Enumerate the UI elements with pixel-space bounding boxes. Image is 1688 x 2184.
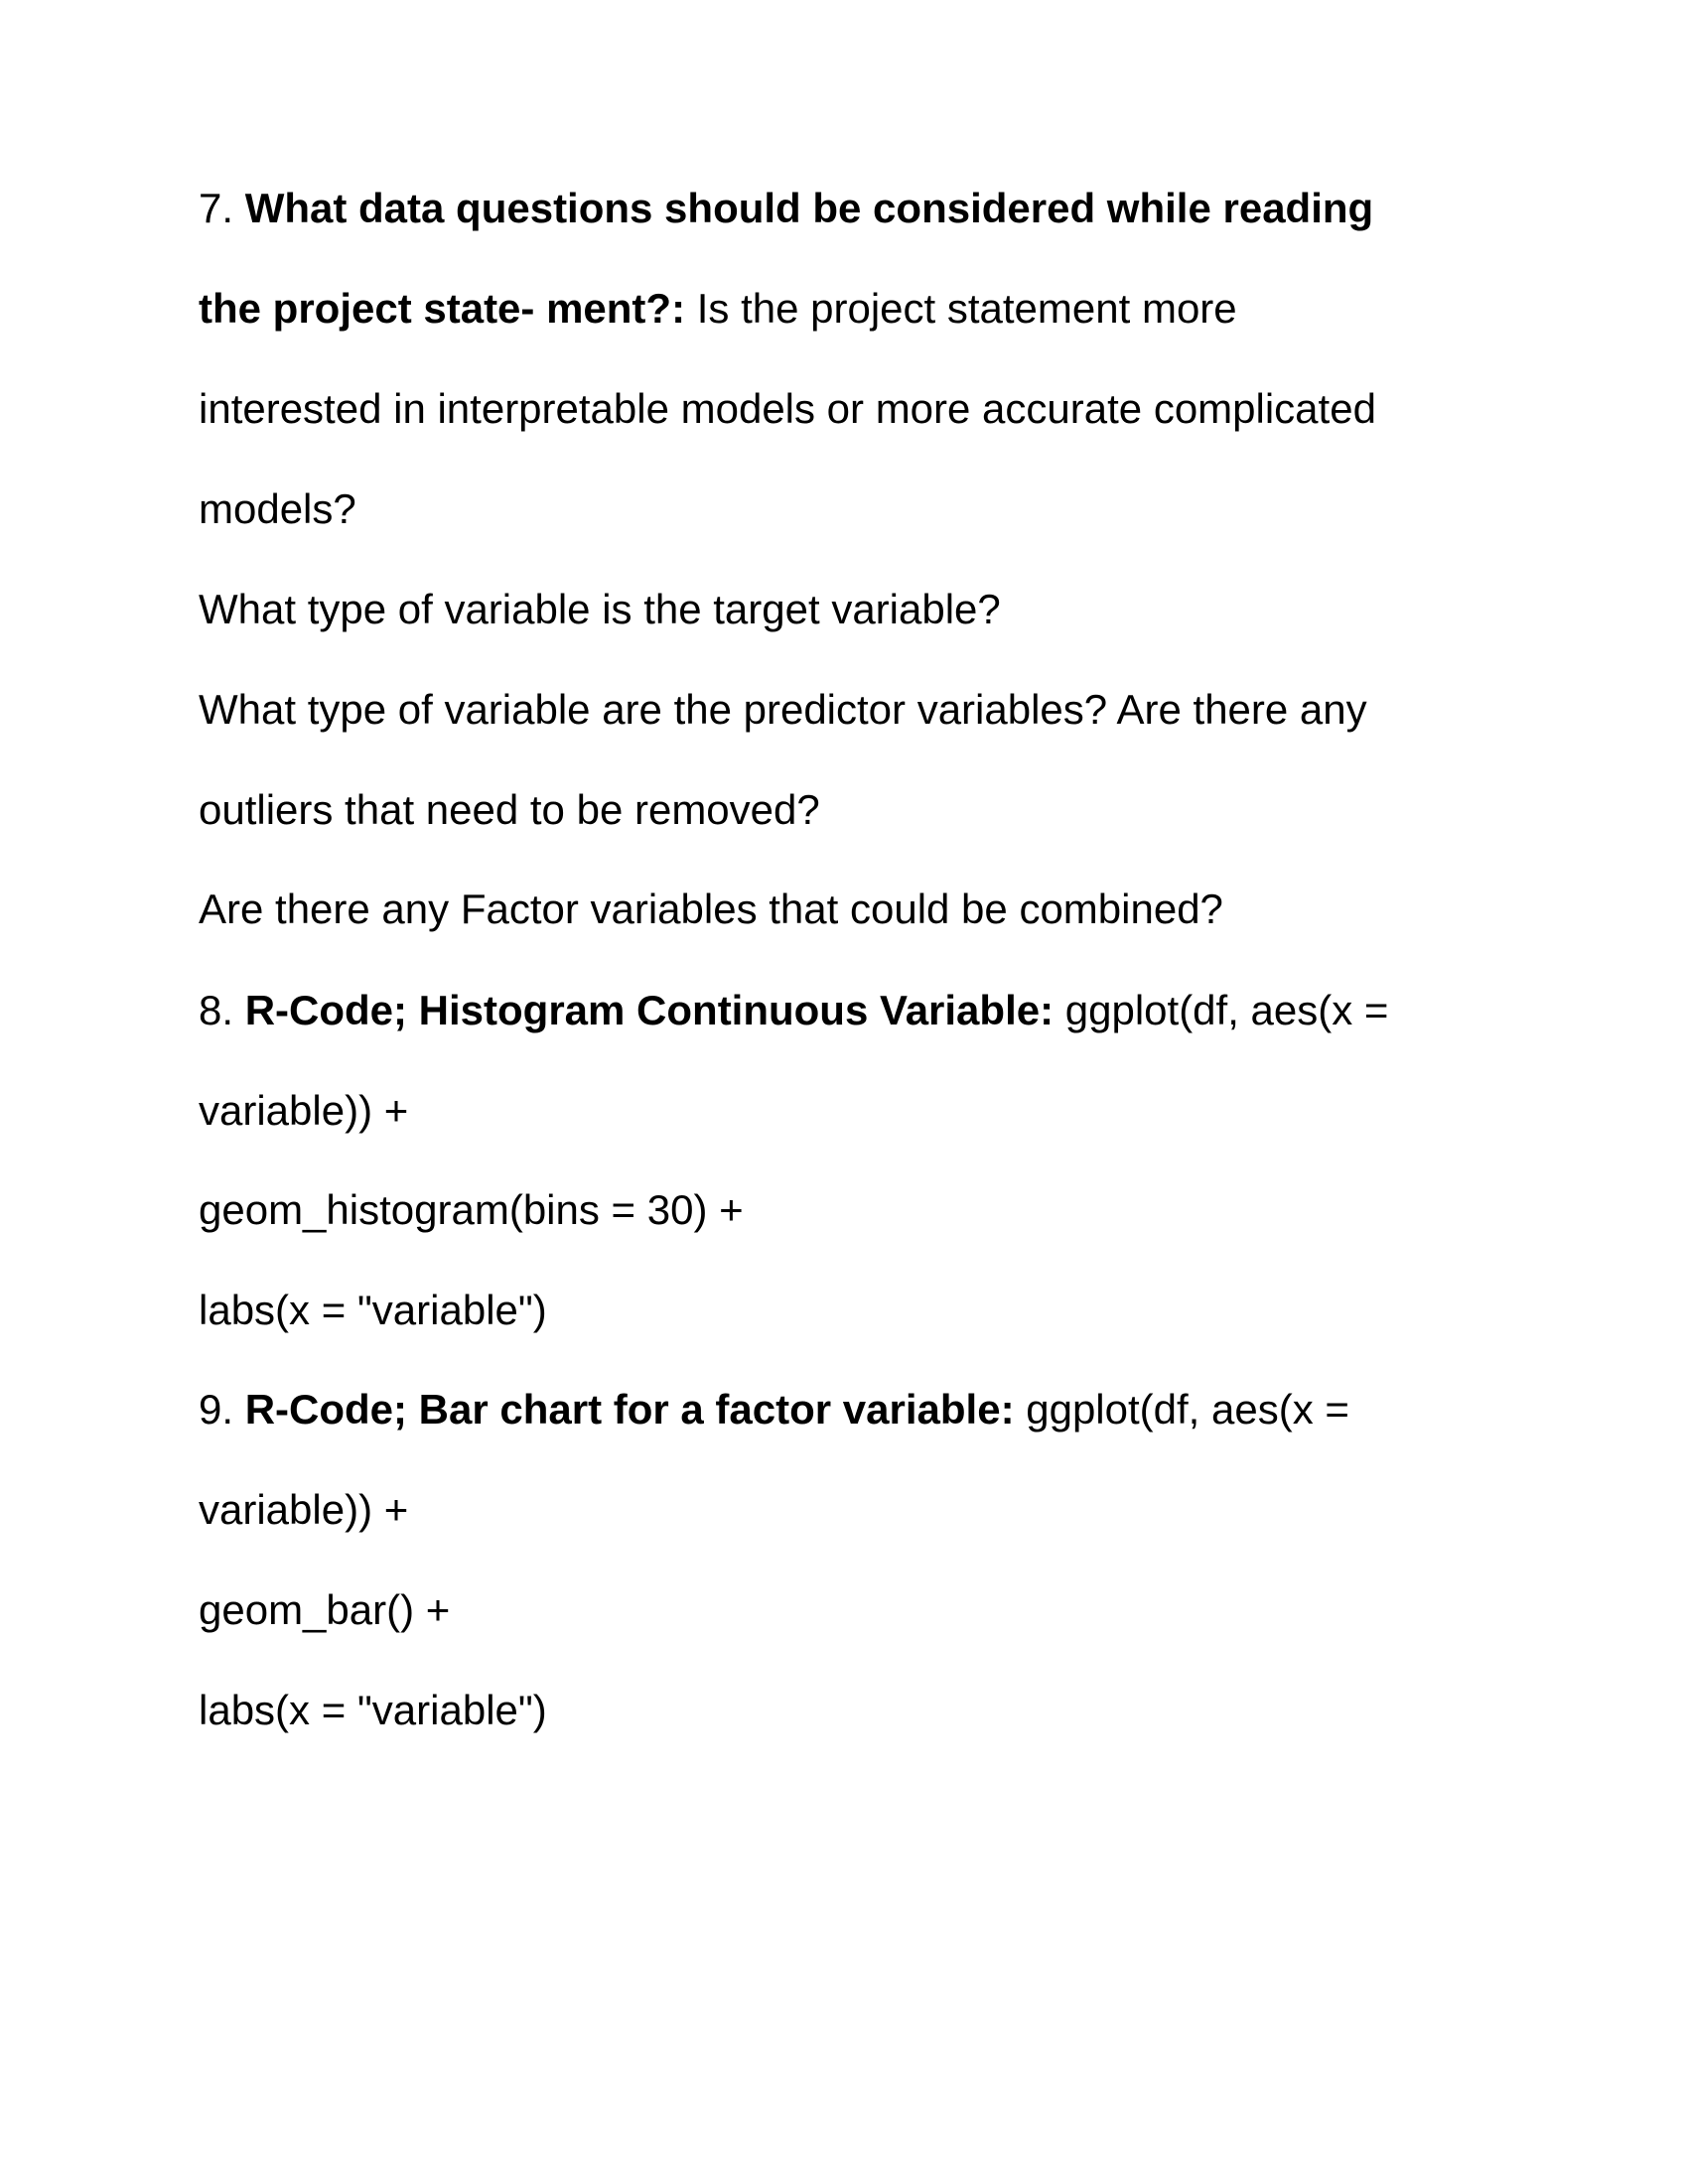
item-text: Is the project statement more: [696, 285, 1237, 332]
item-text: Are there any Factor variables that could be combined?: [199, 886, 1223, 932]
item-text: outliers that need to be removed?: [199, 786, 820, 833]
item-8-line-1: [199, 987, 1389, 1037]
item-heading-cont: the project state- ment?:: [199, 285, 686, 332]
item-7-line-2: [199, 285, 1237, 336]
item-text: What type of variable are the predictor variables? Are there any: [199, 686, 1367, 733]
item-text: What type of variable is the target variable?: [199, 586, 1001, 632]
code-text: labs(x = "variable"): [199, 1687, 547, 1733]
item-number: 7.: [199, 185, 234, 231]
code-text: ggplot(df, aes(x =: [1064, 987, 1389, 1033]
code-text: ggplot(df, aes(x =: [1026, 1386, 1349, 1433]
code-text: geom_histogram(bins = 30) +: [199, 1186, 744, 1233]
item-heading: What data questions should be considered while reading: [244, 185, 1374, 231]
item-9-line-1: [199, 1386, 1349, 1436]
item-heading: R-Code; Histogram Continuous Variable:: [244, 987, 1055, 1033]
code-text: geom_bar() +: [199, 1586, 451, 1633]
code-text: variable)) +: [199, 1087, 409, 1134]
item-heading: R-Code; Bar chart for a factor variable:: [244, 1386, 1015, 1433]
item-number: 9.: [199, 1386, 234, 1433]
item-text: models?: [199, 485, 356, 532]
item-7-line-1: [199, 185, 1374, 235]
item-number: 8.: [199, 987, 234, 1033]
item-text: interested in interpretable models or more accurate complicated: [199, 385, 1376, 432]
code-text: variable)) +: [199, 1486, 409, 1533]
code-text: labs(x = "variable"): [199, 1287, 547, 1333]
